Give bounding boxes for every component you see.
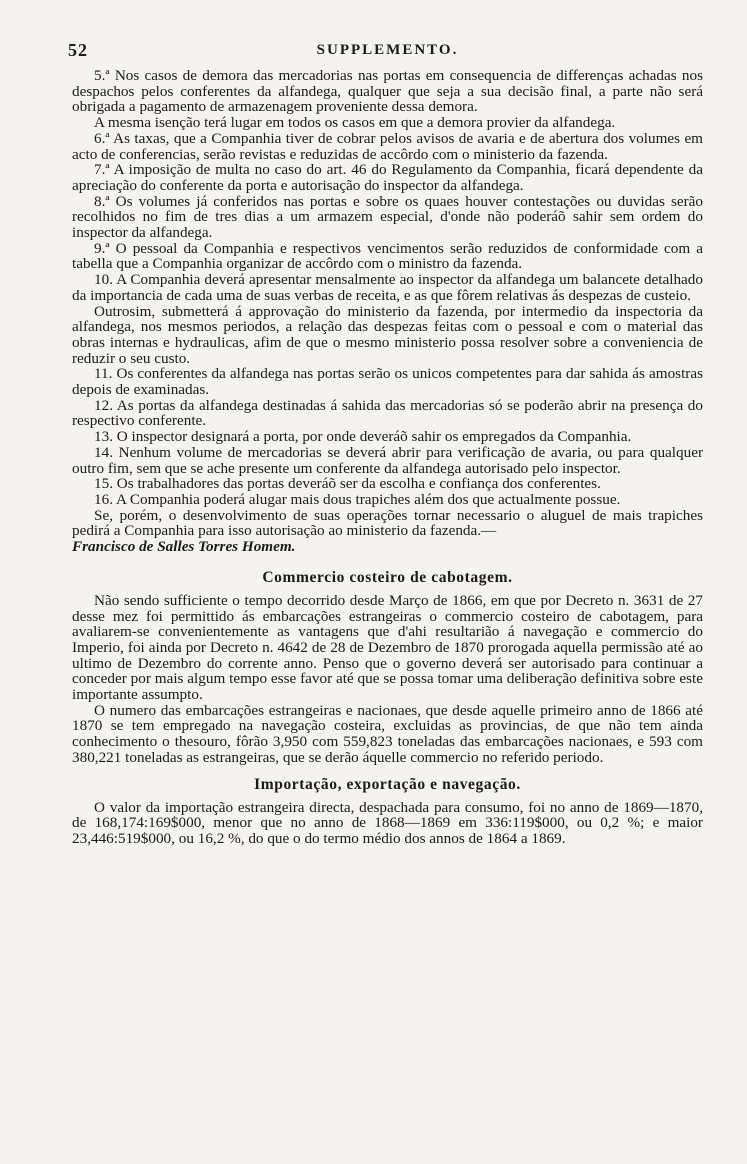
paragraph: 7.ª A imposição de multa no caso do art. 46 do Regulamento da Companhia, ficará dependente da apreciação do conferente da porta e autorisação do inspector da alfandega. (72, 161, 703, 194)
paragraph-text: Se, porém, o desenvolvimento de suas operações tornar necessario o aluguel de mais trapiches pedirá a Companhia para isso autorisação ao ministerio da fazenda.— (72, 506, 703, 540)
signature: Francisco de Salles Torres Homem. (72, 538, 296, 556)
paragraph: 9.ª O pessoal da Companhia e respectivos vencimentos serão reduzidos de conformidade com a tabella que a Companhia organizar de accôrdo com o ministro da fazenda. (72, 239, 703, 273)
running-title: SUPPLEMENTO. (316, 42, 459, 58)
paragraph: Não sendo sufficiente o tempo decorrido desde Março de 1866, em que por Decreto n. 3631 de 27 desse mez foi permittido ás embarcações estrangeiras o commercio costeiro de cabotagem, para avaliarem-se convenientemente as vantagens que d'ahi resultarião á navegação e commercio do Imperio, foi ainda por Decreto n. 4642 de 28 de Dezembro de 1870 prorogada aquella permissão até ao ultimo de Dezembro do corrente anno. Penso que o governo deverá ser autorisado para continuar a conceder por mais algum tempo esse favor até que se possa tomar uma deliberação definitiva sobre este importante assumpto. (72, 591, 703, 704)
paragraph: 11. Os conferentes da alfandega nas portas serão os unicos competentes para dar sahida ás amostras depois de examinadas. (72, 365, 703, 399)
paragraph: 10. A Companhia deverá apresentar mensalmente ao inspector da alfandega um balancete detalhado da importancia de cada uma de suas verbas de receita, e as que fôrem relativas ás despezas de custeio. (72, 271, 703, 304)
paragraph: 12. As portas da alfandega destinadas á sahida das mercadorias só se poderão abrir na presença do respectivo conferente. (72, 396, 703, 430)
paragraph: 14. Nenhum volume de mercadorias se deverá abrir para verificação de avaria, ou para qualquer outro fim, sem que se ache presente um conferente da alfandega autorisado pelo inspector. (72, 443, 703, 477)
paragraph: O valor da importação estrangeira directa, despachada para consumo, foi no anno de 1869—1870, de 168,174:169$000, menor que no anno de 1868—1869 em 336:119$000, ou 0,2 %; e maior 23,446:519$000, ou 16,2 %, do que o do termo médio dos annos de 1864 a 1869. (72, 798, 703, 847)
paragraph-closing (72, 508, 703, 555)
regulation-items (72, 68, 703, 508)
paragraph: 6.ª As taxas, que a Companhia tiver de cobrar pelos avisos de avaria e de abertura dos volumes em acto de conferencias, serão revistas e reduzidas de accôrdo com o ministerio da fazenda. (72, 129, 703, 163)
section-heading-importacao: Importação, exportação e navegação. (254, 775, 521, 793)
paragraph: 15. Os trabalhadores das portas deveráõ ser da escolha e confiança dos conferentes. (94, 475, 601, 493)
section-body-importacao (72, 800, 703, 847)
paragraph: 5.ª Nos casos de demora das mercadorias nas portas em consequencia de differenças achadas nos despachos pelos conferentes da alfandega, qualquer que seja a sua decisão final, a parte não será obrigada a pagamento de armazenagem proveniente dessa demora. (72, 67, 703, 116)
paragraph: 8.ª Os volumes já conferidos nas portas e sobre os quaes houver contestações ou duvidas serão recolhidos no fim de tres dias a um armazem especial, d'onde não poderáõ sahir sem ordem do inspector da alfandega. (72, 192, 703, 242)
page-number: 52 (68, 40, 88, 60)
page-header (68, 40, 703, 66)
section-body-cabotagem (72, 593, 703, 766)
section-heading-cabotagem: Commercio costeiro de cabotagem. (262, 568, 513, 586)
paragraph: A mesma isenção terá lugar em todos os casos em que a demora provier da alfandega. (94, 114, 616, 132)
paragraph: Outrosim, submetterá á approvação do ministerio da fazenda, por intermedio da inspectoria da alfandega, nos mesmos periodos, a relação das despezas feitas com o pessoal e com o material das obras internas e hydraulicas, afim de que o mesmo ministerio possa resolver sobre a conveniencia de reduzir o seu custo. (72, 302, 703, 367)
paragraph: 13. O inspector designará a porta, por onde deveráõ sahir os empregados da Companhia. (94, 428, 632, 446)
paragraph: O numero das embarcações estrangeiras e nacionaes, que desde aquelle primeiro anno de 1866 até 1870 se tem empregado na navegação costeira, excluidas as provincias, de que não tem ainda conhecimento o thesouro, fôrão 3,950 com 559,823 toneladas das embarcações nacionaes, e 593 com 380,221 toneladas as estrangeiras, que se derão áquelle commercio no referido periodo. (72, 701, 703, 766)
paragraph: 16. A Companhia poderá alugar mais dous trapiches além dos que actualmente possue. (94, 490, 621, 508)
